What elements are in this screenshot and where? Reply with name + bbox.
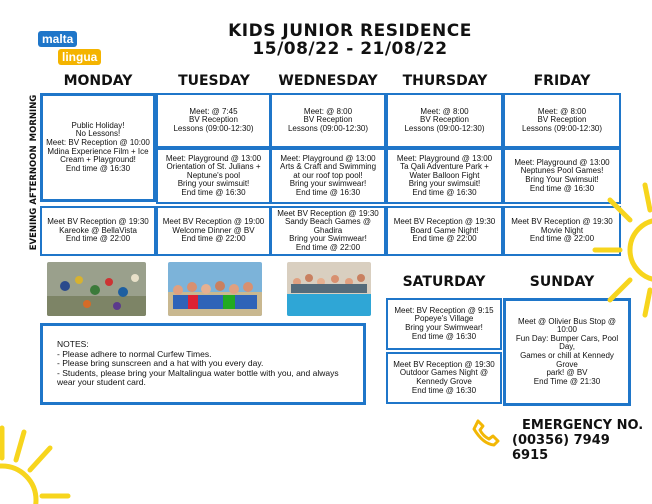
sunday-day-line: Meet @ Olivier Bus Stop @ 10:00: [517, 316, 617, 335]
tuesday-evening-line: Meet BV Reception @ 19:00: [162, 217, 265, 227]
saturday-evening-line: Meet BV Reception @ 19:30: [393, 359, 495, 369]
thursday-afternoon-line: End time @ 16:30: [412, 187, 477, 197]
thursday-afternoon-line: Bring your swimsuit!: [408, 179, 481, 189]
friday-morning-line: BV Reception: [537, 115, 587, 125]
tuesday-morning-line: Lessons (09:00-12:30): [173, 123, 254, 133]
monday-day-line: End time @ 16:30: [65, 163, 131, 173]
sunday-day-line: Games or chill at Kennedy Grove: [520, 351, 614, 369]
sunday-day-line: Fun Day: Bumper Cars, Pool Day,: [515, 333, 619, 352]
wednesday-afternoon-block: [270, 148, 386, 204]
tuesday-afternoon-block: [156, 148, 271, 204]
notes-line: - Students, please bring your Maltalingua water bottle with you, and always: [57, 367, 339, 378]
monday-day-block: [40, 93, 156, 202]
header-friday: FRIDAY: [533, 73, 591, 89]
photo-kids-playground: [47, 262, 146, 316]
saturday-evening-line: End time @ 16:30: [411, 385, 477, 395]
wednesday-afternoon-line: Arts & Craft and Swimming: [279, 162, 377, 172]
friday-morning-block: [503, 93, 621, 148]
thursday-evening-line: Meet BV Reception @ 19:30: [393, 217, 496, 227]
thursday-afternoon-line: Meet: Playground @ 13:00: [396, 153, 493, 163]
tuesday-afternoon-line: Orientation of St. Julians +: [166, 162, 261, 172]
thursday-evening-line: Board Game Night!: [410, 225, 479, 235]
saturday-day-line: Bring your Swimwear!: [405, 323, 483, 332]
wednesday-afternoon-line: at our roof top pool!: [293, 170, 363, 180]
maltalingua-logo: [38, 30, 101, 66]
wednesday-afternoon-line: Bring your swimwear!: [289, 179, 367, 189]
row-label-morning: MORNING: [29, 94, 39, 142]
notes-line: - Please bring sunscreen and a hat with you every day.: [57, 358, 264, 368]
tuesday-morning-line: BV Reception: [189, 115, 238, 125]
sunday-day-line: park! @ BV: [546, 368, 588, 378]
saturday-day-line: End time @ 16:30: [411, 331, 477, 341]
wednesday-afternoon-line: End time @ 16:30: [295, 187, 361, 197]
notes-line: - Please adhere to normal Curfew Times.: [57, 348, 212, 359]
photo-group-outdoor: [168, 262, 262, 316]
friday-afternoon-line: Meet: Playground @ 13:00: [514, 157, 610, 167]
title-line1: KIDS JUNIOR RESIDENCE: [228, 21, 472, 41]
wednesday-evening-line: Bring your Swimwear!: [289, 234, 367, 244]
friday-evening-line: End time @ 22:00: [529, 234, 595, 244]
saturday-day-line: Meet: BV Reception @ 9:15: [394, 305, 494, 315]
monday-evening-line: Kareoke @ BellaVista: [59, 225, 137, 235]
logo-line1: malta: [38, 31, 77, 47]
monday-day-line: Public Holiday!: [71, 120, 125, 130]
phone-icon: [471, 418, 501, 448]
header-saturday: SATURDAY: [402, 274, 486, 290]
title-line2: 15/08/22 - 21/08/22: [252, 39, 448, 59]
row-label-evening: EVENING: [29, 207, 39, 251]
tuesday-afternoon-line: Bring your swimsuit!: [177, 179, 250, 189]
wednesday-evening-line: End time @ 22:00: [295, 242, 361, 252]
thursday-afternoon-line: Ta Qali Adventure Park +: [400, 162, 489, 172]
monday-day-line: No Lessons!: [75, 129, 121, 139]
wednesday-evening-line: Meet BV Reception @ 19:30: [277, 208, 379, 218]
saturday-day-block: [386, 298, 502, 350]
emergency-label: EMERGENCY NO.: [522, 418, 644, 433]
friday-afternoon-line: End time @ 16:30: [529, 183, 595, 193]
monday-day-line: Mdina Experience Film + Ice: [47, 146, 149, 156]
saturday-evening-line: Kennedy Grove: [416, 377, 472, 386]
tuesday-afternoon-line: Meet: Playground @ 13:00: [165, 153, 262, 163]
friday-afternoon-line: Bring Your Swimsuit!: [525, 175, 599, 184]
sun-icon: [590, 180, 652, 320]
tuesday-morning-block: [156, 93, 271, 148]
saturday-evening-line: Outdoor Games Night @: [399, 368, 489, 378]
saturday-evening-block: [386, 352, 502, 404]
thursday-morning-line: Meet: @ 8:00: [420, 106, 469, 116]
tuesday-afternoon-line: End time @ 16:30: [181, 187, 246, 197]
tuesday-evening-block: [156, 206, 271, 256]
friday-evening-line: Movie Night: [540, 225, 584, 235]
monday-day-line: Meet: BV Reception @ 10:00: [46, 137, 150, 147]
tuesday-evening-line: End time @ 22:00: [181, 234, 246, 244]
logo-line2: lingua: [58, 49, 101, 65]
wednesday-morning-line: Lessons (09:00-12:30): [287, 123, 369, 133]
monday-evening-block: [40, 206, 156, 256]
emergency-contact: [512, 418, 647, 463]
thursday-evening-block: [386, 206, 503, 256]
friday-afternoon-line: Neptunes Pool Games!: [520, 166, 604, 176]
thursday-afternoon-line: Water Balloon Fight: [409, 170, 480, 180]
monday-day-line: Cream + Playground!: [60, 155, 136, 165]
monday-evening-line: Meet BV Reception @ 19:30: [47, 217, 149, 227]
notes-line: NOTES:: [57, 339, 89, 349]
sunday-day-line: End Time @ 21:30: [533, 376, 601, 386]
header-thursday: THURSDAY: [402, 73, 488, 89]
page-title: [200, 22, 500, 58]
header-tuesday: TUESDAY: [178, 73, 250, 89]
notes-box: [40, 323, 366, 405]
row-label-afternoon: AFTERNOON: [29, 145, 39, 205]
friday-morning-line: Meet: @ 8:00: [537, 106, 587, 116]
monday-evening-line: End time @ 22:00: [65, 234, 131, 244]
thursday-morning-line: Lessons (09:00-12:30): [404, 123, 485, 133]
emergency-number: (00356) 7949 6915: [512, 433, 610, 463]
photo-pool: [287, 262, 371, 316]
header-wednesday: WEDNESDAY: [278, 73, 378, 89]
tuesday-afternoon-line: Neptune's pool: [186, 170, 241, 180]
wednesday-evening-line: Sandy Beach Games @ Ghadira: [285, 217, 371, 235]
wednesday-morning-block: [270, 93, 386, 148]
header-sunday: SUNDAY: [529, 274, 595, 290]
wednesday-afternoon-line: Meet: Playground @ 13:00: [280, 153, 376, 163]
notes-line: wear your student card.: [57, 377, 146, 387]
wednesday-morning-line: Meet: @ 8:00: [303, 106, 353, 116]
friday-morning-line: Lessons (09:00-12:30): [521, 123, 603, 133]
thursday-morning-line: BV Reception: [420, 115, 469, 125]
wednesday-morning-line: BV Reception: [303, 115, 353, 125]
tuesday-morning-line: Meet: @ 7:45: [189, 106, 238, 116]
tuesday-evening-line: Welcome Dinner @ BV: [172, 225, 255, 235]
thursday-morning-block: [386, 93, 503, 148]
header-monday: MONDAY: [63, 73, 133, 89]
wednesday-evening-block: [270, 206, 386, 256]
friday-evening-line: Meet BV Reception @ 19:30: [511, 217, 613, 227]
thursday-evening-line: End time @ 22:00: [412, 234, 477, 244]
thursday-afternoon-block: [386, 148, 503, 204]
sun-icon: [0, 408, 72, 504]
saturday-day-line: Popeye's Village: [414, 314, 474, 324]
